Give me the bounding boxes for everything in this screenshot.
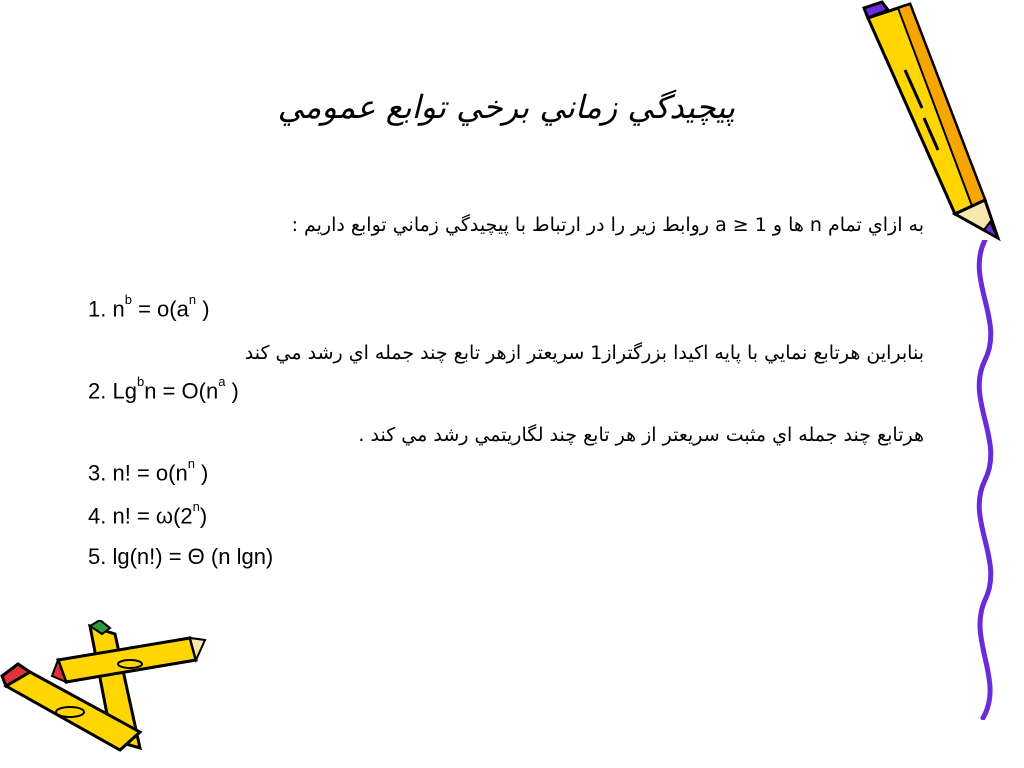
squiggle-line-icon (955, 240, 1015, 720)
pencil-icon (860, 0, 1010, 245)
formula-1: 1. $n^b = o(a^n$ ) (88, 292, 210, 322)
slide-title: پيچيدگي زماني برخي توابع عمومي (277, 88, 735, 126)
note-polynomial: هرتابع چند جمله اي مثبت سريعتر از هر تابع چند لگاريتمي رشد مي كند . (358, 424, 924, 446)
formula-5: 5. lg(n!) = Θ (n lgn) (88, 544, 274, 569)
intro-text: به ازاي تمام n ها و a ≥ 1 روابط زير را در ارتباط با پيچيدگي زماني توابع داريم : (291, 214, 924, 236)
formula-2: 2. $Lg^bn = O(n^a$ ) (88, 374, 239, 404)
formula-3: 3. n! = $o(n^n$ ) (88, 456, 209, 486)
formula-4: 4. n! = $\omega(2^n)$ (88, 499, 208, 529)
crayon-pencils-icon (0, 620, 210, 760)
note-exponential: بنابراين هرتابع نمايي با پايه اكيدا بزرگتراز1 سريعتر ازهر تابع چند جمله اي رشد مي كند (244, 342, 924, 364)
